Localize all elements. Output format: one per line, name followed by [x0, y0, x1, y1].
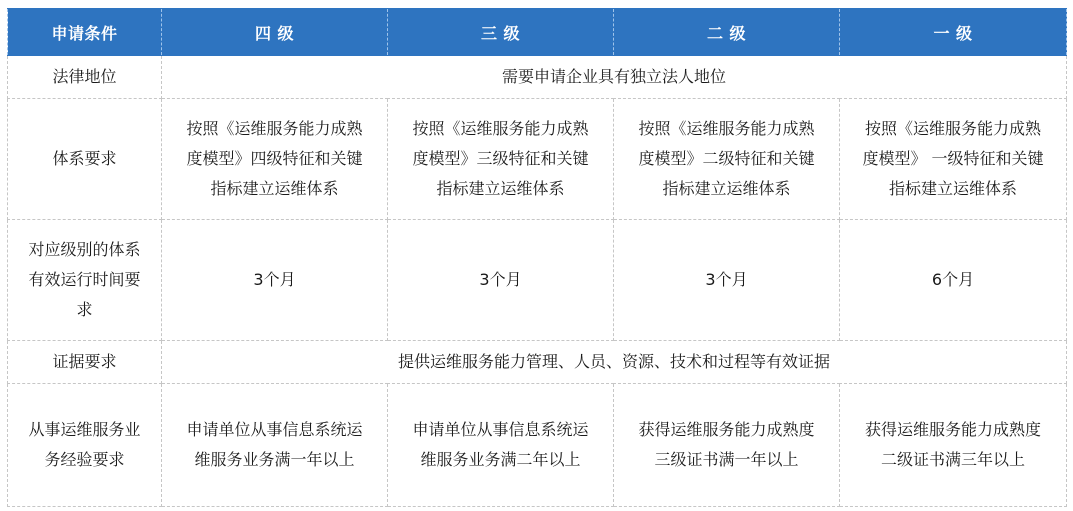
row-label-legal-status: [8, 56, 162, 99]
header-row: [8, 9, 1067, 56]
cell-text: 按照《运维服务能力成熟度模型》二级特征和关键指标建立运维体系: [638, 119, 815, 198]
system-requirement-level-4: [162, 99, 388, 220]
cell-text: 申请单位从事信息系统运维服务业务满一年以上: [186, 420, 363, 469]
requirements-table: [7, 8, 1067, 507]
running-time-level-4: 3个月: [162, 220, 388, 341]
system-requirement-level-1: [840, 99, 1067, 220]
header-level-4: 四 级: [162, 9, 388, 56]
row-label-text: 证据要求: [52, 352, 117, 371]
row-label-system-requirement: [8, 99, 162, 220]
evidence-value: [162, 341, 1067, 384]
header-level-3: 三 级: [388, 9, 614, 56]
table-row-system-requirement: [8, 99, 1067, 220]
row-label-text: 从事运维服务业务经验要求: [28, 420, 141, 469]
evidence-text: 提供运维服务能力管理、人员、资源、技术和过程等有效证据: [397, 352, 830, 371]
cell-text: 获得运维服务能力成熟度三级证书满一年以上: [638, 420, 815, 469]
cell-text: 获得运维服务能力成熟度二级证书满三年以上: [864, 420, 1041, 469]
row-label-text: 体系要求: [52, 149, 117, 168]
table-row-evidence: [8, 341, 1067, 384]
row-label-text: 对应级别的体系有效运行时间要求: [28, 240, 141, 319]
legal-status-value: [162, 56, 1067, 99]
system-requirement-level-3: [388, 99, 614, 220]
row-label-experience: [8, 384, 162, 507]
cell-text: 按照《运维服务能力成熟度模型》四级特征和关键指标建立运维体系: [186, 119, 363, 198]
experience-level-2: [614, 384, 840, 507]
row-label-text: 法律地位: [52, 67, 117, 86]
cell-text: 申请单位从事信息系统运维服务业务满二年以上: [412, 420, 589, 469]
table-row-experience: [8, 384, 1067, 507]
experience-level-4: [162, 384, 388, 507]
running-time-level-2: 3个月: [614, 220, 840, 341]
cell-text: 按照《运维服务能力成熟度模型》 一级特征和关键指标建立运维体系: [862, 119, 1044, 198]
experience-level-3: [388, 384, 614, 507]
header-condition: 申请条件: [8, 9, 162, 56]
requirements-table-wrapper: [7, 8, 1066, 505]
table-row-running-time: [8, 220, 1067, 341]
header-level-2: 二 级: [614, 9, 840, 56]
running-time-level-3: 3个月: [388, 220, 614, 341]
row-label-running-time: [8, 220, 162, 341]
running-time-level-1: 6个月: [840, 220, 1067, 341]
experience-level-1: [840, 384, 1067, 507]
cell-text: 按照《运维服务能力成熟度模型》三级特征和关键指标建立运维体系: [412, 119, 589, 198]
table-row-legal-status: [8, 56, 1067, 99]
row-label-evidence: [8, 341, 162, 384]
system-requirement-level-2: [614, 99, 840, 220]
legal-status-text: 需要申请企业具有独立法人地位: [501, 67, 726, 86]
header-level-1: 一 级: [840, 9, 1067, 56]
